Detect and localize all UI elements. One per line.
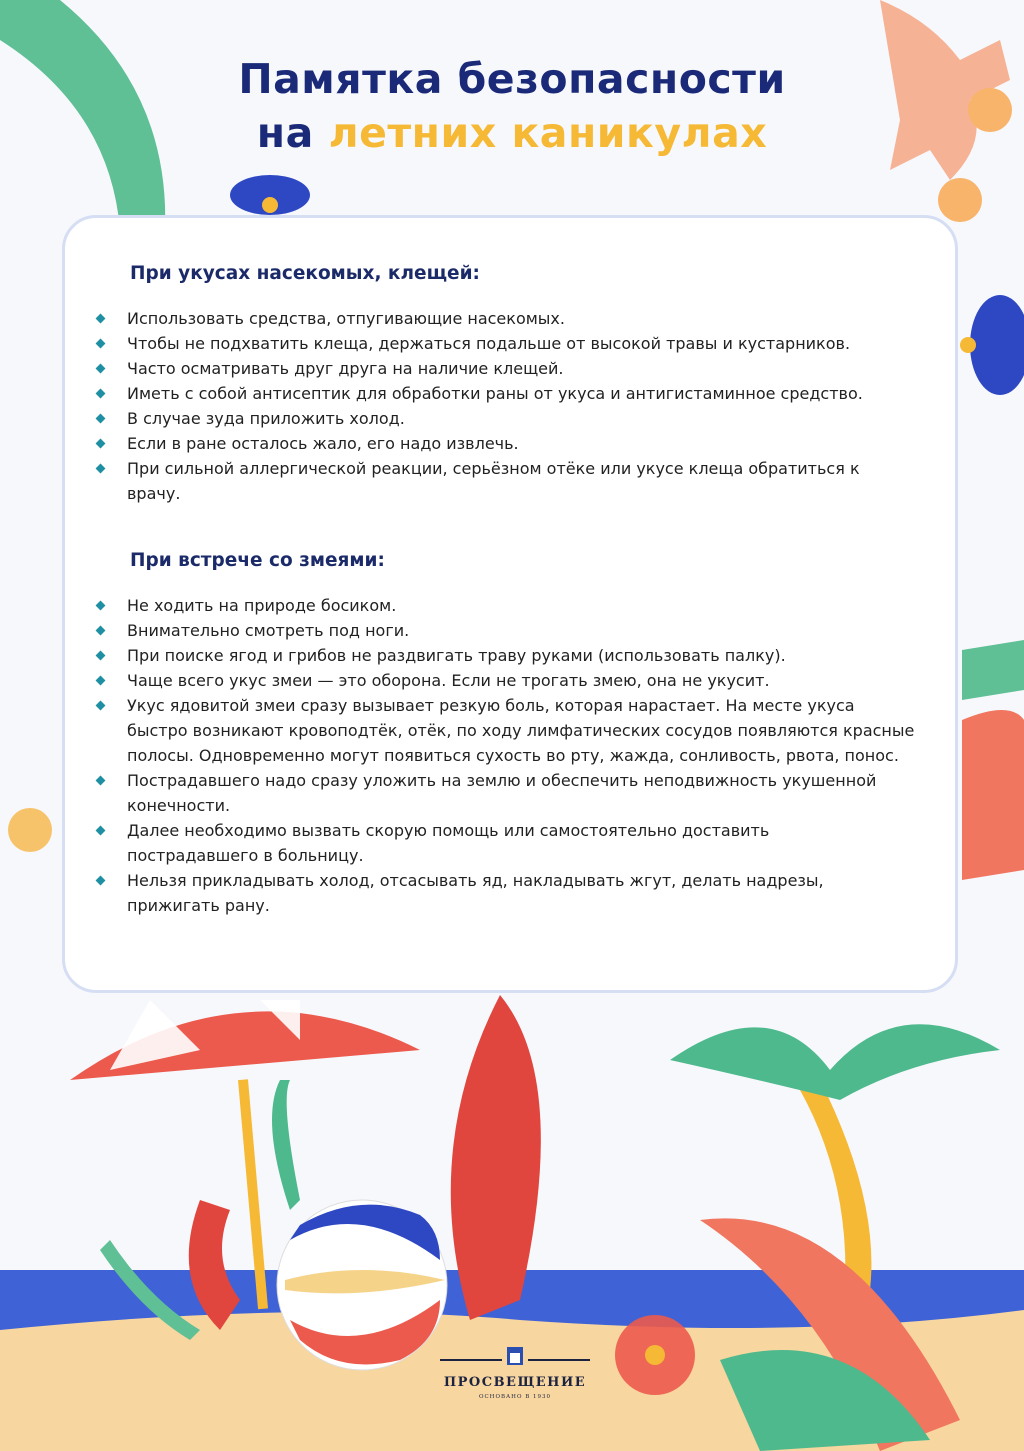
title-accent: летних каникулах bbox=[328, 109, 768, 157]
section-heading: При встрече со змеями: bbox=[130, 550, 385, 571]
bullet-icon bbox=[96, 364, 106, 374]
list-item: Иметь с собой антисептик для обработки раны от укуса и антигистаминное средство. bbox=[127, 381, 947, 406]
bullet-icon bbox=[96, 676, 106, 686]
section-snakes bbox=[127, 550, 947, 918]
bullet-icon bbox=[96, 651, 106, 661]
palm-leaves bbox=[670, 1024, 1000, 1100]
logo-subtitle: ОСНОВАНО В 1930 bbox=[478, 1394, 552, 1400]
list-item: Не ходить на природе босиком. bbox=[127, 593, 947, 618]
list-item: Внимательно смотреть под ноги. bbox=[127, 618, 947, 643]
bullet-icon bbox=[96, 339, 106, 349]
page-title bbox=[0, 52, 1024, 160]
bullet-icon bbox=[96, 876, 106, 886]
logo-name: ПРОСВЕЩЕНИЕ bbox=[443, 1375, 587, 1390]
blue-flower-top bbox=[230, 175, 310, 215]
list-item: При сильной аллергической реакции, серьёзном отёке или укусе клеща обратиться к врачу. bbox=[127, 456, 917, 506]
umbrella bbox=[70, 1011, 420, 1080]
title-line-2 bbox=[0, 106, 1024, 160]
prosveshchenie-logo bbox=[440, 1345, 590, 1400]
blue-flower-right bbox=[960, 295, 1024, 395]
bullet-icon bbox=[96, 414, 106, 424]
bullet-icon bbox=[96, 776, 106, 786]
bullet-icon bbox=[96, 389, 106, 399]
bullet-icon bbox=[96, 439, 106, 449]
bullet-icon bbox=[96, 314, 106, 324]
title-line-1: Памятка безопасности bbox=[238, 55, 786, 103]
list-item: Укус ядовитой змеи сразу вызывает резкую боль, которая нарастает. На месте укуса быстро возникают кровоподтёк, отёк, по ходу лимфатических сосудов появляются красные полосы. Одновременно могут появиться сухость во рту, жажда, сонливость, рвота, понос. bbox=[127, 693, 917, 768]
bullet-icon bbox=[96, 464, 106, 474]
list-item: Чтобы не подхватить клеща, держаться подальше от высокой травы и кустарников. bbox=[127, 331, 947, 356]
section-heading: При укусах насекомых, клещей: bbox=[130, 263, 480, 284]
list-item: При поиске ягод и грибов не раздвигать траву руками (использовать палку). bbox=[127, 643, 947, 668]
bullet-icon bbox=[96, 601, 106, 611]
leaf-right-red bbox=[962, 710, 1024, 880]
bullet-icon bbox=[96, 626, 106, 636]
snake-list bbox=[127, 593, 947, 918]
leaf-right bbox=[962, 640, 1024, 700]
list-item: Далее необходимо вызвать скорую помощь или самостоятельно доставить пострадавшего в больницу. bbox=[127, 818, 847, 868]
list-item: Если в ране осталось жало, его надо извлечь. bbox=[127, 431, 947, 456]
flower-left bbox=[8, 808, 52, 852]
list-item: Использовать средства, отпугивающие насекомых. bbox=[127, 306, 947, 331]
content-card bbox=[62, 215, 958, 993]
logo-emblem-icon bbox=[440, 1345, 590, 1367]
list-item: Пострадавшего надо сразу уложить на землю и обеспечить неподвижность укушенной конечности. bbox=[127, 768, 937, 818]
list-item: Часто осматривать друг друга на наличие клещей. bbox=[127, 356, 947, 381]
insect-list bbox=[127, 306, 947, 506]
title-prefix: на bbox=[256, 109, 314, 157]
bullet-icon bbox=[96, 826, 106, 836]
list-item: Чаще всего укус змеи — это оборона. Если не трогать змею, она не укусит. bbox=[127, 668, 947, 693]
red-flower-bottom bbox=[615, 1315, 695, 1395]
list-item: Нельзя прикладывать холод, отсасывать яд, накладывать жгут, делать надрезы, прижигать рану. bbox=[127, 868, 867, 918]
list-item: В случае зуда приложить холод. bbox=[127, 406, 947, 431]
section-insects bbox=[127, 263, 947, 506]
bullet-icon bbox=[96, 701, 106, 711]
